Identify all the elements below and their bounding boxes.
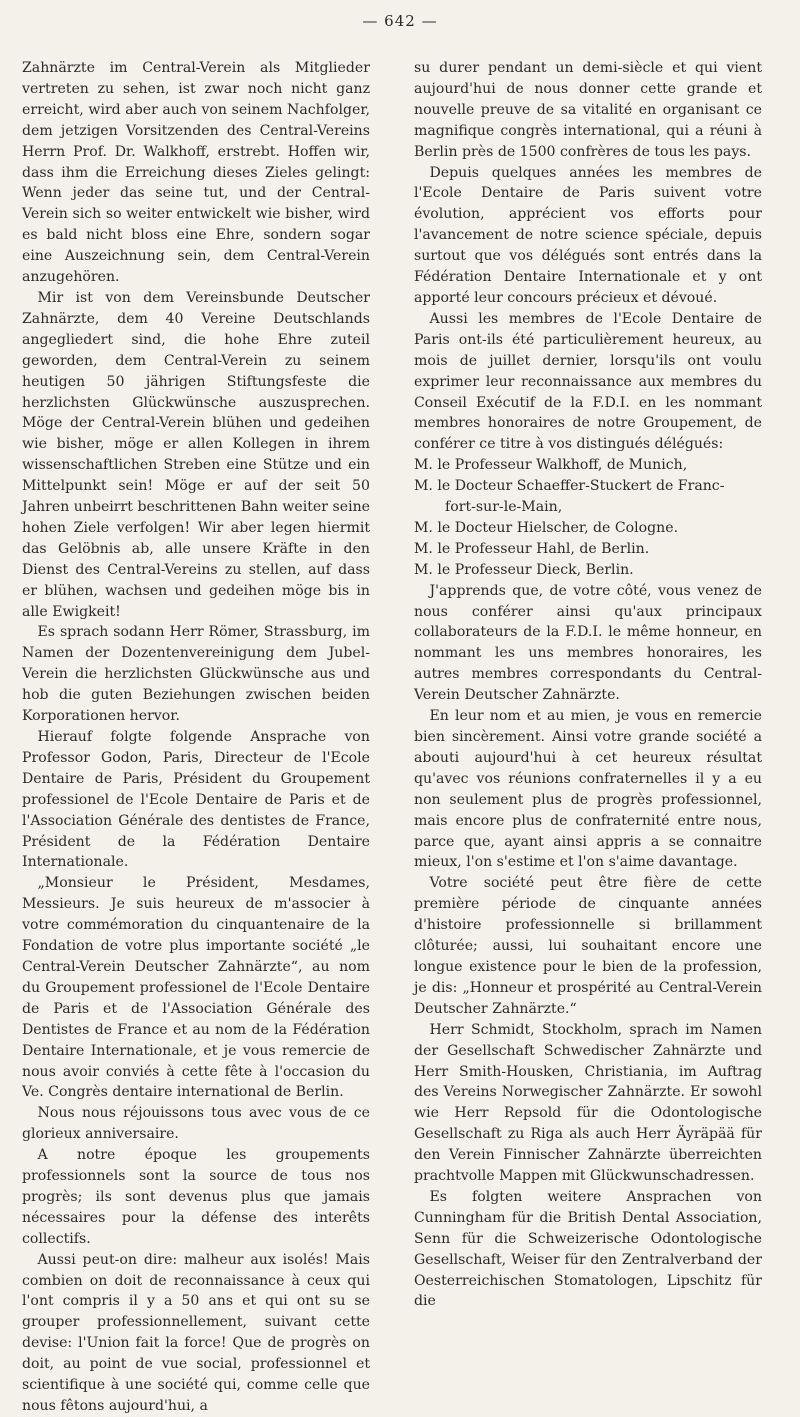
paragraph: Zahnärzte im Central-Verein als Mitglieder vertreten zu sehen, ist zwar noch nicht ganz erreicht, wird aber auch von seinem Nachfolger, dem jetzigen Vorsitzenden des Central-Vereins Herrn Prof. Dr. Walkhoff, erstrebt. Hoffen wir, dass ihm die Erreichung dieses Zieles gelingt: Wenn jeder das seine tut, und der Central-Verein sich so weiter entwickelt wie bisher, wird es bald nicht bloss eine Ehre, sondern sogar eine Auszeichnung sein, dem Central-Verein anzugehören. xyxy=(22,60,370,286)
paragraph: „Monsieur le Président, Mesdames, Messieurs. Je suis heureux de m'associer à votre commémoration du cinquantenaire de la Fondation de votre plus importante société „le Central-Verein Deutscher Zahnärzte“, au nom du Groupement professionel de l'Ecole Dentaire de Paris et de l'Association Générale des Dentistes de France et au nom de la Fédération Dentaire Internationale, et je vous remercie de nous avoir conviés à cette fête à l'occasion du Ve. Congrès dentaire international de Berlin. xyxy=(22,875,370,1101)
delegate-line: M. le Professeur Walkhoff, de Munich, xyxy=(414,457,688,474)
paragraph: J'apprends que, de votre côté, vous venez de nous conférer ainsi qu'aux principaux collaborateurs de la F.D.I. le même honneur, en nommant les uns membres honoraires, les autres membres correspondants du Central-Verein Deutscher Zahnärzte. xyxy=(414,582,762,704)
delegate-line: M. le Professeur Dieck, Berlin. xyxy=(414,561,634,578)
delegate-line: M. le Professeur Hahl, de Berlin. xyxy=(414,540,650,557)
paragraph: Votre société peut être fière de cette première période de cinquante années d'histoire professionnelle si brillamment clôturée; aussi, lui souhaitant encore une longue existence pour le bien de la profession, je dis: „Honneur et prospérité au Central-Verein Deutscher Zahnärzte.“ xyxy=(414,875,762,1017)
left-column xyxy=(22,58,370,1417)
paragraph: Aussi peut-on dire: malheur aux isolés! Mais combien on doit de reconnaissance à ceux qui l'ont compris il y a 50 ans et qui ont su se grouper professionnellement, suivant cette devise: l'Union fait la force! Que de progrès on doit, au point de vue social, professionnel et scientifique à une société qui, comme celle que nous fêtons aujourd'hui, a xyxy=(22,1251,370,1414)
paragraph: Aussi les membres de l'Ecole Dentaire de Paris ont-ils été particulièrement heureux, au mois de juillet dernier, lorsqu'ils ont voulu exprimer leur reconnaissance aux membres du Conseil Exécutif de la F.D.I. en les nommant membres honoraires de notre Groupement, de conférer ce titre à vos distingués délégués: xyxy=(414,310,762,453)
delegate-line: M. le Docteur Hielscher, de Cologne. xyxy=(414,519,679,536)
paragraph: su durer pendant un demi-siècle et qui vient aujourd'hui de nous donner cette grande et nouvelle preuve de sa vitalité en organisant ce magnifique congrès international, qui a réuni à Berlin près de 1500 confrères de tous les pays. xyxy=(414,60,762,160)
page-number: — 642 — xyxy=(362,12,438,30)
paragraph: A notre époque les groupements professionnels sont la source de tous nos progrès; ils sont devenus plus que jamais nécessaires pour la défense des interêts collectifs. xyxy=(22,1147,370,1247)
right-column xyxy=(414,58,762,1312)
paragraph: Nous nous réjouissons tous avec vous de ce glorieux anniversaire. xyxy=(22,1105,370,1143)
paragraph: Depuis quelques années les membres de l'Ecole Dentaire de Paris suivent votre évolution, apprécient vos efforts pour l'avancement de notre science spéciale, depuis surtout que vos délégués sont entrés dans la Fédération Dentaire Internationale et y ont apporté leur concours précieux et dévoué. xyxy=(414,164,762,306)
paragraph: En leur nom et au mien, je vous en remercie bien sincèrement. Ainsi votre grande société a abouti aujourd'hui à cet heureux résultat qu'avec vos réunions confraternelles il y a eu non seulement plus de progrès professionnel, mais encore plus de confraternité entre nous, parce que, ayant ainsi appris a se connaitre mieux, l'on s'estime et l'on s'aime davantage. xyxy=(414,708,762,871)
delegate-line: M. le Docteur Schaeffer-Stuckert de Franc- xyxy=(414,478,725,495)
paragraph: Mir ist von dem Vereinsbunde Deutscher Zahnärzte, dem 40 Vereine Deutschlands angegliedert sind, die hohe Ehre zuteil geworden, dem Central-Verein zu seinem heutigen 50 jährigen Stiftungsfeste die herzlichsten Glückwünsche auszusprechen. Möge der Central-Verein blühen und gedeihen wie bisher, möge er allen Kollegen in ihrem wissenschaftlichen Streben eine Stütze und ein Mittelpunkt sein! Möge er auf der seit 50 Jahren unbeirrt beschrittenen Bahn weiter seine hohen Ziele verfolgen! Wir aber legen hiermit das Gelöbnis ab, alle unsere Kräfte in den Dienst des Central-Vereins zu stellen, auf dass er blühen, wachsen und gedeihen möge bis in alle Ewigkeit! xyxy=(22,289,370,620)
paragraph: Hierauf folgte folgende Ansprache von Professor Godon, Paris, Directeur de l'Ecole Dentaire de Paris, Président du Groupement professionel de l'Ecole Dentaire de Paris et de l'Association Générale des dentistes de France, Président de la Fédération Dentaire Internationale. xyxy=(22,729,370,871)
paragraph: Es sprach sodann Herr Römer, Strassburg, im Namen der Dozentenvereinigung dem Jubel-Verein die herzlichsten Glückwünsche aus und hob die guten Beziehungen zwischen beiden Korporationen hervor. xyxy=(22,624,370,725)
paragraph: Herr Schmidt, Stockholm, sprach im Namen der Gesellschaft Schwedischer Zahnärzte und Herr Smith-Housken, Christiania, im Auftrag des Vereins Norwegischer Zahnärzte. Er sowohl wie Herr Repsold für die Odontologische Gesellschaft zu Riga als auch Herr Äyräpää für den Verein Finnischer Zahnärzte überreichten prachtvolle Mappen mit Glückwunschadressen. xyxy=(414,1021,762,1185)
paragraph: Es folgten weitere Ansprachen von Cunningham für die British Dental Association, Senn für die Schweizerische Odontologische Gesellschaft, Weiser für den Zentralverband der Oesterreichischen Stomatologen, Lipschitz für die xyxy=(414,1188,762,1310)
delegate-line: fort-sur-le-Main, xyxy=(445,499,563,516)
